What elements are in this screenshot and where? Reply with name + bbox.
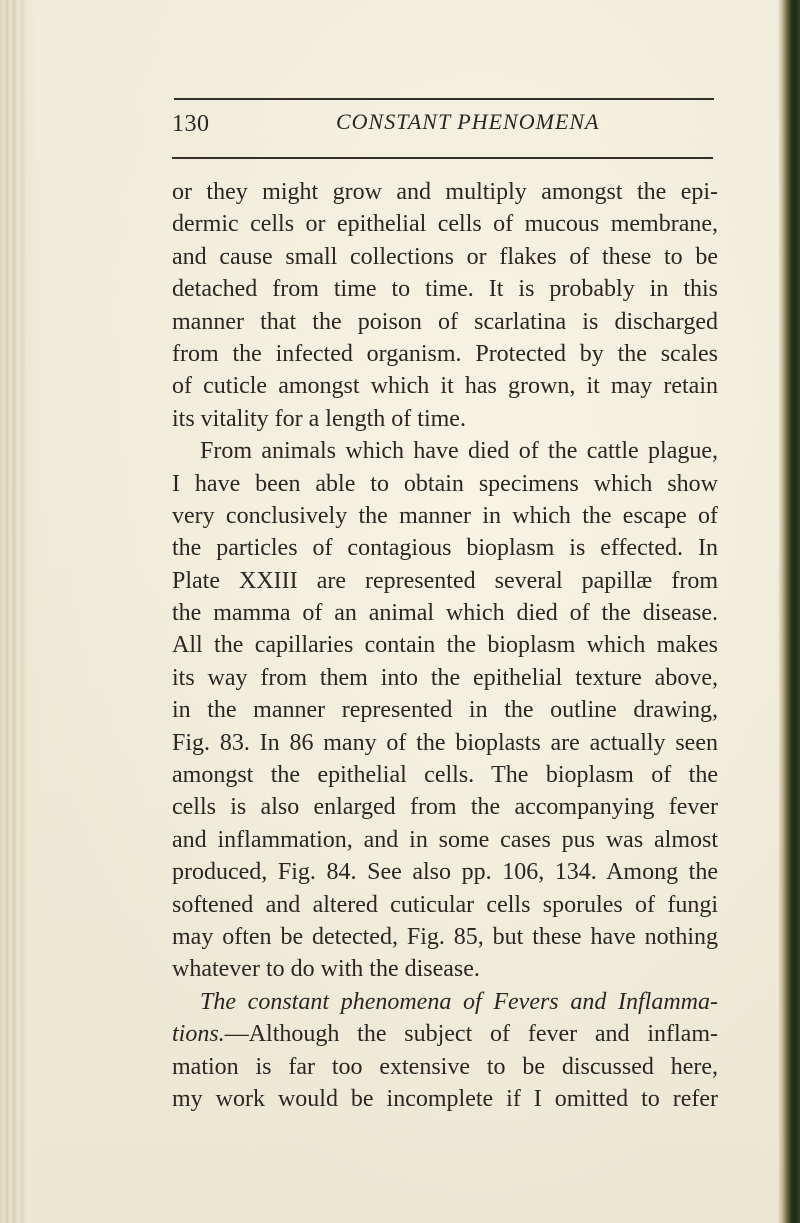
- header-top-rule: [174, 98, 714, 100]
- text-line: softened and altered cuticular cells sporules of fungi: [172, 891, 718, 918]
- text-line: produced, Fig. 84. See also pp. 106, 134. Among the: [172, 859, 718, 886]
- section-heading-italic-end: tions.: [172, 1021, 225, 1048]
- text-line: from the infected organism. Protected by the scales: [172, 340, 718, 367]
- text-line: manner that the poison of scarlatina is discharged: [172, 308, 718, 335]
- running-head: CONSTANT PHENOMENA: [336, 109, 600, 134]
- text-line: may often be detected, Fig. 85, but these have nothing: [172, 923, 718, 950]
- text-line: I have been able to obtain specimens which show: [172, 470, 718, 497]
- text-line: All the capillaries contain the bioplasm which makes: [172, 632, 718, 659]
- text-line: detached from time to time. It is probably in this: [172, 276, 718, 303]
- page-gutter-shadow: [0, 0, 38, 1223]
- text-line: the mamma of an animal which died of the disease.: [172, 600, 718, 627]
- text-line: my work would be incomplete if I omitted to refer: [172, 1085, 718, 1112]
- text-line: amongst the epithelial cells. The bioplasm of the: [172, 762, 718, 789]
- text-line: Fig. 83. In 86 many of the bioplasts are actually seen: [172, 729, 718, 756]
- text-line: very conclusively the manner in which the escape of: [172, 502, 718, 529]
- section-heading-continuation: [172, 1018, 718, 1050]
- text-line: Plate XXIII are represented several papillæ from: [172, 567, 718, 594]
- text-line: its way from them into the epithelial texture above,: [172, 664, 718, 691]
- section-heading-line: The constant phenomena of Fevers and Inflamma-: [200, 988, 718, 1015]
- text-line: and cause small collections or flakes of these to be: [172, 243, 718, 270]
- text-line: its vitality for a length of time.: [172, 405, 466, 432]
- text-line: dermic cells or epithelial cells of mucous membrane,: [172, 211, 718, 238]
- page-number: 130: [172, 111, 210, 137]
- section-heading-rest: —Although the subject of fever and inflam-: [224, 1021, 718, 1048]
- text-line: cells is also enlarged from the accompanying fever: [172, 794, 718, 821]
- page-edge-binding: [778, 0, 800, 1223]
- text-line: in the manner represented in the outline drawing,: [172, 697, 718, 724]
- header-bottom-rule: [172, 157, 713, 159]
- text-line: whatever to do with the disease.: [172, 956, 480, 983]
- page-header: [172, 92, 716, 172]
- text-line: the particles of contagious bioplasm is effected. In: [172, 535, 718, 562]
- text-line: of cuticle amongst which it has grown, it may retain: [172, 373, 718, 400]
- text-line: mation is far too extensive to be discussed here,: [172, 1053, 718, 1080]
- text-line: and inflammation, and in some cases pus was almost: [172, 826, 718, 853]
- body-text: [172, 176, 718, 1115]
- text-line: or they might grow and multiply amongst the epi-: [172, 179, 718, 205]
- paragraph-start-line: From animals which have died of the cattle plague,: [200, 438, 718, 465]
